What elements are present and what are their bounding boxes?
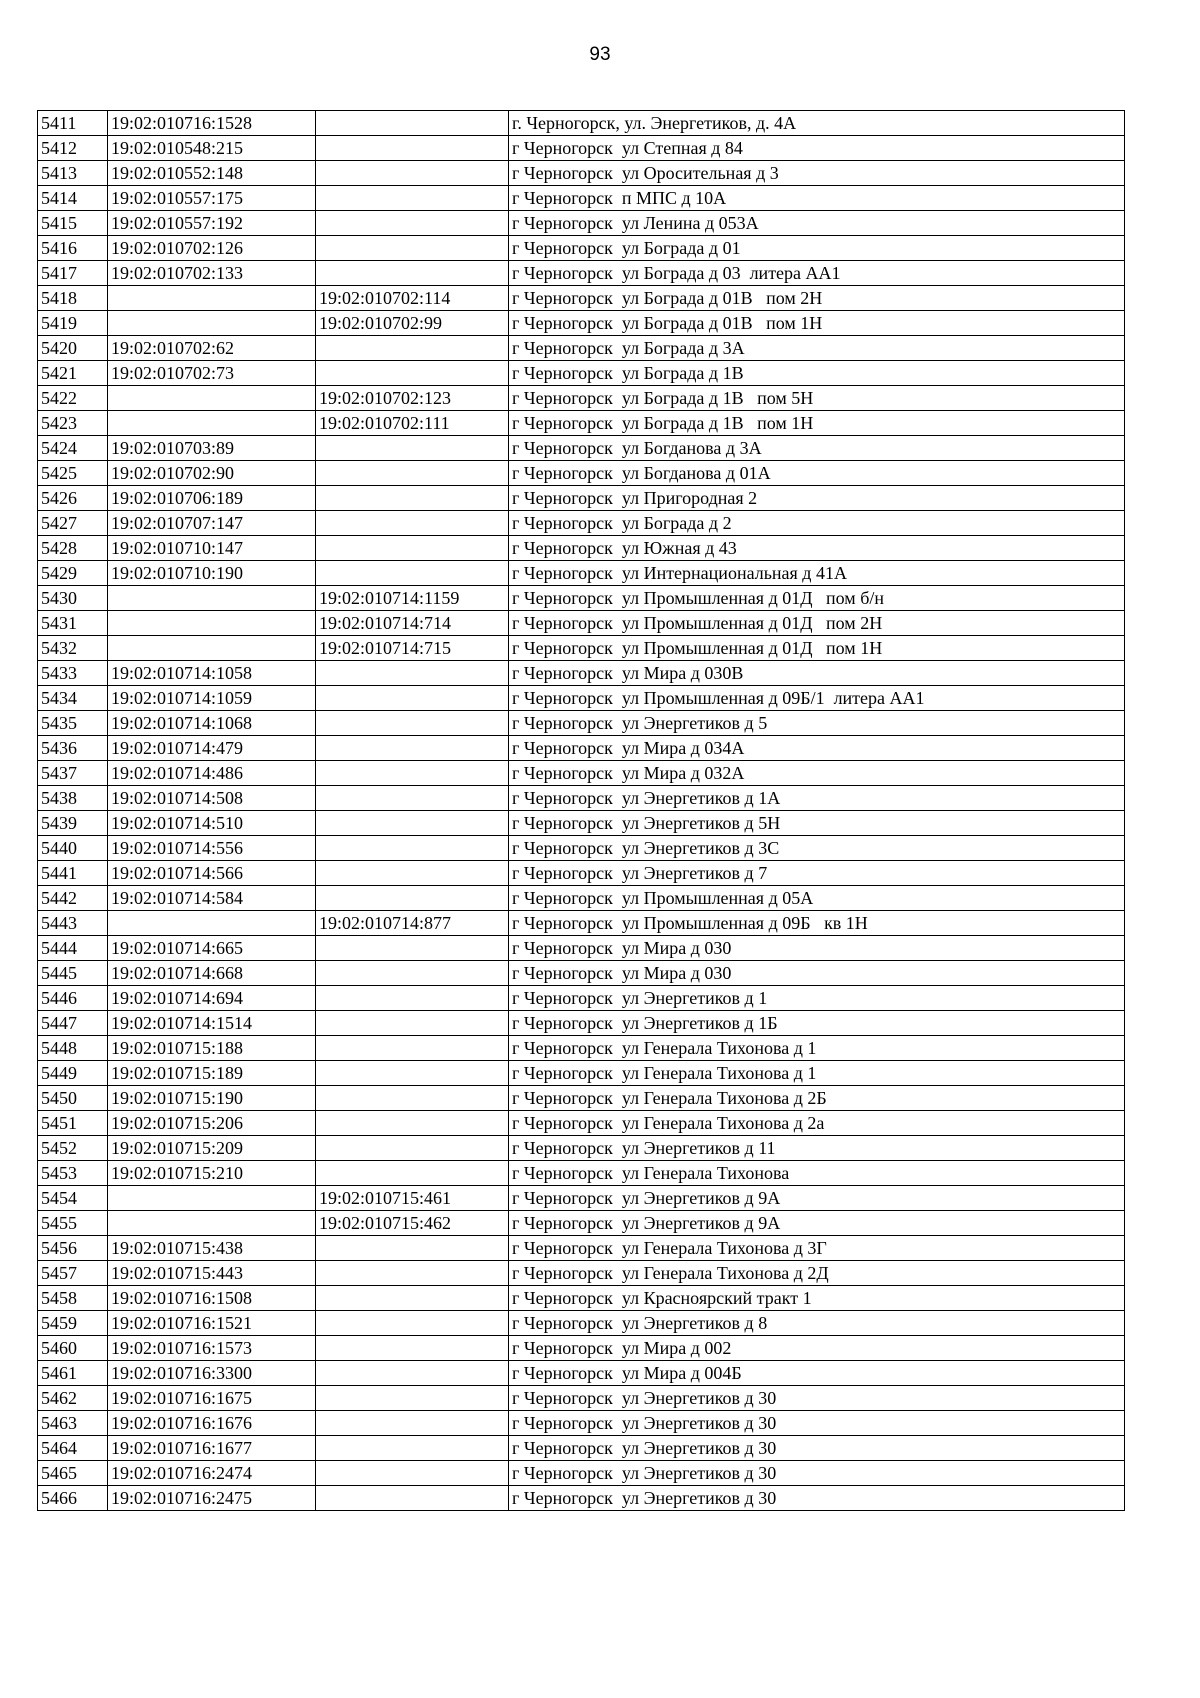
row-number-cell: 5443 <box>38 911 108 936</box>
premises-cadastral-number-cell <box>316 1086 509 1111</box>
cadastral-number-cell <box>108 386 316 411</box>
premises-cadastral-number-cell: 19:02:010714:877 <box>316 911 509 936</box>
table-row <box>38 1111 1125 1136</box>
row-number-cell: 5417 <box>38 261 108 286</box>
cadastral-number-cell: 19:02:010710:190 <box>108 561 316 586</box>
row-number-cell: 5450 <box>38 1086 108 1111</box>
premises-cadastral-number-cell <box>316 1336 509 1361</box>
table-row <box>38 1361 1125 1386</box>
table-row <box>38 211 1125 236</box>
address-cell: г Черногорск ул Энергетиков д 5Н <box>509 811 1125 836</box>
table-row <box>38 986 1125 1011</box>
premises-cadastral-number-cell <box>316 361 509 386</box>
table-row <box>38 511 1125 536</box>
address-cell: г Черногорск ул Мира д 030 <box>509 936 1125 961</box>
premises-cadastral-number-cell <box>316 886 509 911</box>
cadastral-number-cell: 19:02:010714:566 <box>108 861 316 886</box>
row-number-cell: 5464 <box>38 1436 108 1461</box>
cadastral-number-cell: 19:02:010714:584 <box>108 886 316 911</box>
table-row <box>38 1336 1125 1361</box>
table-row <box>38 636 1125 661</box>
cadastral-number-cell: 19:02:010714:1059 <box>108 686 316 711</box>
address-cell: г Черногорск ул Энергетиков д 30 <box>509 1461 1125 1486</box>
cadastral-number-cell <box>108 586 316 611</box>
address-cell: г Черногорск ул Бограда д 01В пом 2Н <box>509 286 1125 311</box>
premises-cadastral-number-cell <box>316 561 509 586</box>
cadastral-number-cell <box>108 1186 316 1211</box>
row-number-cell: 5426 <box>38 486 108 511</box>
premises-cadastral-number-cell <box>316 161 509 186</box>
premises-cadastral-number-cell <box>316 1011 509 1036</box>
premises-cadastral-number-cell <box>316 1411 509 1436</box>
premises-cadastral-number-cell <box>316 1311 509 1336</box>
row-number-cell: 5431 <box>38 611 108 636</box>
row-number-cell: 5445 <box>38 961 108 986</box>
table-row <box>38 1161 1125 1186</box>
premises-cadastral-number-cell <box>316 736 509 761</box>
row-number-cell: 5459 <box>38 1311 108 1336</box>
address-cell: г Черногорск ул Промышленная д 01Д пом 1Н <box>509 636 1125 661</box>
row-number-cell: 5463 <box>38 1411 108 1436</box>
table-row <box>38 661 1125 686</box>
cadastral-number-cell <box>108 411 316 436</box>
table-row <box>38 261 1125 286</box>
row-number-cell: 5454 <box>38 1186 108 1211</box>
cadastral-number-cell: 19:02:010714:556 <box>108 836 316 861</box>
address-cell: г Черногорск ул Энергетиков д 1Б <box>509 1011 1125 1036</box>
table-row <box>38 1011 1125 1036</box>
row-number-cell: 5421 <box>38 361 108 386</box>
cadastral-number-cell <box>108 636 316 661</box>
cadastral-number-cell: 19:02:010714:510 <box>108 811 316 836</box>
table-row <box>38 436 1125 461</box>
address-cell: г Черногорск ул Красноярский тракт 1 <box>509 1286 1125 1311</box>
table-row <box>38 536 1125 561</box>
premises-cadastral-number-cell <box>316 1436 509 1461</box>
address-cell: г Черногорск ул Мира д 030 <box>509 961 1125 986</box>
address-cell: г Черногорск ул Бограда д 1В <box>509 361 1125 386</box>
address-cell: г Черногорск ул Генерала Тихонова д 3Г <box>509 1236 1125 1261</box>
table-row <box>38 911 1125 936</box>
row-number-cell: 5412 <box>38 136 108 161</box>
cadastral-number-cell: 19:02:010714:694 <box>108 986 316 1011</box>
cadastral-number-cell: 19:02:010714:1058 <box>108 661 316 686</box>
address-cell: г Черногорск ул Энергетиков д 5 <box>509 711 1125 736</box>
table-row <box>38 486 1125 511</box>
cadastral-number-cell: 19:02:010716:2475 <box>108 1486 316 1511</box>
row-number-cell: 5458 <box>38 1286 108 1311</box>
premises-cadastral-number-cell <box>316 1286 509 1311</box>
row-number-cell: 5413 <box>38 161 108 186</box>
row-number-cell: 5414 <box>38 186 108 211</box>
row-number-cell: 5453 <box>38 1161 108 1186</box>
premises-cadastral-number-cell <box>316 211 509 236</box>
cadastral-number-cell: 19:02:010715:443 <box>108 1261 316 1286</box>
row-number-cell: 5422 <box>38 386 108 411</box>
table-row <box>38 1136 1125 1161</box>
address-cell: г Черногорск ул Энергетиков д 30 <box>509 1436 1125 1461</box>
table-row <box>38 861 1125 886</box>
table-row <box>38 611 1125 636</box>
row-number-cell: 5416 <box>38 236 108 261</box>
cadastral-number-cell: 19:02:010702:126 <box>108 236 316 261</box>
address-cell: г Черногорск ул Энергетиков д 3С <box>509 836 1125 861</box>
address-cell: г Черногорск ул Промышленная д 05А <box>509 886 1125 911</box>
row-number-cell: 5427 <box>38 511 108 536</box>
table-row <box>38 186 1125 211</box>
address-cell: г Черногорск ул Бограда д 01В пом 1Н <box>509 311 1125 336</box>
premises-cadastral-number-cell <box>316 1161 509 1186</box>
cadastral-number-cell: 19:02:010548:215 <box>108 136 316 161</box>
address-cell: г Черногорск ул Степная д 84 <box>509 136 1125 161</box>
address-cell: г Черногорск ул Генерала Тихонова д 2Д <box>509 1261 1125 1286</box>
row-number-cell: 5434 <box>38 686 108 711</box>
address-cell: г Черногорск ул Мира д 002 <box>509 1336 1125 1361</box>
table-row <box>38 786 1125 811</box>
cadastral-number-cell: 19:02:010552:148 <box>108 161 316 186</box>
table-row <box>38 1311 1125 1336</box>
table-row <box>38 836 1125 861</box>
premises-cadastral-number-cell <box>316 436 509 461</box>
cadastral-number-cell: 19:02:010702:73 <box>108 361 316 386</box>
cadastral-number-cell: 19:02:010702:133 <box>108 261 316 286</box>
row-number-cell: 5461 <box>38 1361 108 1386</box>
address-cell: г Черногорск ул Мира д 034А <box>509 736 1125 761</box>
row-number-cell: 5440 <box>38 836 108 861</box>
row-number-cell: 5465 <box>38 1461 108 1486</box>
premises-cadastral-number-cell <box>316 111 509 136</box>
row-number-cell: 5419 <box>38 311 108 336</box>
address-cell: г Черногорск ул Промышленная д 01Д пом 2Н <box>509 611 1125 636</box>
row-number-cell: 5411 <box>38 111 108 136</box>
premises-cadastral-number-cell <box>316 986 509 1011</box>
table-row <box>38 161 1125 186</box>
premises-cadastral-number-cell: 19:02:010715:461 <box>316 1186 509 1211</box>
premises-cadastral-number-cell <box>316 1111 509 1136</box>
row-number-cell: 5428 <box>38 536 108 561</box>
cadastral-number-cell <box>108 286 316 311</box>
premises-cadastral-number-cell: 19:02:010702:123 <box>316 386 509 411</box>
table-row <box>38 736 1125 761</box>
row-number-cell: 5424 <box>38 436 108 461</box>
premises-cadastral-number-cell <box>316 811 509 836</box>
premises-cadastral-number-cell <box>316 186 509 211</box>
cadastral-number-cell: 19:02:010714:665 <box>108 936 316 961</box>
table-row <box>38 111 1125 136</box>
cadastral-number-cell: 19:02:010716:1521 <box>108 1311 316 1336</box>
premises-cadastral-number-cell <box>316 536 509 561</box>
cadastral-number-cell: 19:02:010707:147 <box>108 511 316 536</box>
address-cell: г Черногорск ул Бограда д 1В пом 5Н <box>509 386 1125 411</box>
row-number-cell: 5435 <box>38 711 108 736</box>
table-row <box>38 1261 1125 1286</box>
address-cell: г Черногорск ул Богданова д 01А <box>509 461 1125 486</box>
address-cell: г Черногорск ул Бограда д 01 <box>509 236 1125 261</box>
premises-cadastral-number-cell <box>316 1261 509 1286</box>
row-number-cell: 5462 <box>38 1386 108 1411</box>
table-row <box>38 461 1125 486</box>
address-cell: г Черногорск ул Богданова д 3А <box>509 436 1125 461</box>
cadastral-number-cell: 19:02:010715:189 <box>108 1061 316 1086</box>
table-row <box>38 1211 1125 1236</box>
premises-cadastral-number-cell <box>316 961 509 986</box>
premises-cadastral-number-cell <box>316 661 509 686</box>
address-cell: г Черногорск ул Мира д 030В <box>509 661 1125 686</box>
table-row <box>38 1061 1125 1086</box>
row-number-cell: 5418 <box>38 286 108 311</box>
row-number-cell: 5420 <box>38 336 108 361</box>
address-cell: г Черногорск ул Бограда д 2 <box>509 511 1125 536</box>
table-row <box>38 1036 1125 1061</box>
address-cell: г Черногорск ул Мира д 032А <box>509 761 1125 786</box>
row-number-cell: 5430 <box>38 586 108 611</box>
cadastral-number-cell <box>108 311 316 336</box>
address-cell: г Черногорск ул Оросительная д 3 <box>509 161 1125 186</box>
row-number-cell: 5423 <box>38 411 108 436</box>
premises-cadastral-number-cell <box>316 836 509 861</box>
address-cell: г Черногорск ул Энергетиков д 11 <box>509 1136 1125 1161</box>
cadastral-number-cell: 19:02:010702:90 <box>108 461 316 486</box>
row-number-cell: 5425 <box>38 461 108 486</box>
premises-cadastral-number-cell <box>316 461 509 486</box>
cadastral-number-cell: 19:02:010714:1068 <box>108 711 316 736</box>
premises-cadastral-number-cell: 19:02:010715:462 <box>316 1211 509 1236</box>
cadastral-number-cell <box>108 611 316 636</box>
cadastral-number-cell: 19:02:010715:190 <box>108 1086 316 1111</box>
premises-cadastral-number-cell <box>316 261 509 286</box>
premises-cadastral-number-cell <box>316 1236 509 1261</box>
cadastral-number-cell: 19:02:010714:668 <box>108 961 316 986</box>
premises-cadastral-number-cell: 19:02:010714:715 <box>316 636 509 661</box>
premises-cadastral-number-cell <box>316 511 509 536</box>
cadastral-number-cell: 19:02:010716:1508 <box>108 1286 316 1311</box>
address-cell: г. Черногорск, ул. Энергетиков, д. 4А <box>509 111 1125 136</box>
address-cell: г Черногорск ул Бограда д 03 литера АА1 <box>509 261 1125 286</box>
cadastral-number-cell: 19:02:010714:486 <box>108 761 316 786</box>
cadastral-number-cell: 19:02:010714:479 <box>108 736 316 761</box>
row-number-cell: 5438 <box>38 786 108 811</box>
address-cell: г Черногорск ул Промышленная д 09Б кв 1Н <box>509 911 1125 936</box>
table-row <box>38 711 1125 736</box>
row-number-cell: 5451 <box>38 1111 108 1136</box>
table-row <box>38 1461 1125 1486</box>
premises-cadastral-number-cell <box>316 1386 509 1411</box>
premises-cadastral-number-cell <box>316 1486 509 1511</box>
table-row <box>38 411 1125 436</box>
address-cell: г Черногорск ул Энергетиков д 30 <box>509 1486 1125 1511</box>
cadastral-number-cell: 19:02:010716:2474 <box>108 1461 316 1486</box>
address-cell: г Черногорск ул Бограда д 1В пом 1Н <box>509 411 1125 436</box>
page-number: 93 <box>589 44 611 65</box>
premises-cadastral-number-cell: 19:02:010702:99 <box>316 311 509 336</box>
cadastral-number-cell: 19:02:010703:89 <box>108 436 316 461</box>
table-row <box>38 1086 1125 1111</box>
row-number-cell: 5449 <box>38 1061 108 1086</box>
address-cell: г Черногорск ул Энергетиков д 7 <box>509 861 1125 886</box>
table-row <box>38 1411 1125 1436</box>
cadastral-number-cell: 19:02:010706:189 <box>108 486 316 511</box>
table-row <box>38 311 1125 336</box>
cadastral-number-cell: 19:02:010557:192 <box>108 211 316 236</box>
address-cell: г Черногорск ул Генерала Тихонова <box>509 1161 1125 1186</box>
premises-cadastral-number-cell <box>316 1036 509 1061</box>
address-cell: г Черногорск ул Генерала Тихонова д 1 <box>509 1061 1125 1086</box>
row-number-cell: 5446 <box>38 986 108 1011</box>
cadastral-number-cell: 19:02:010716:1528 <box>108 111 316 136</box>
address-cell: г Черногорск ул Генерала Тихонова д 2Б <box>509 1086 1125 1111</box>
address-cell: г Черногорск ул Генерала Тихонова д 1 <box>509 1036 1125 1061</box>
premises-cadastral-number-cell <box>316 686 509 711</box>
cadastral-number-cell: 19:02:010702:62 <box>108 336 316 361</box>
register-table-body <box>38 111 1125 1511</box>
row-number-cell: 5429 <box>38 561 108 586</box>
cadastral-number-cell: 19:02:010716:1675 <box>108 1386 316 1411</box>
cadastral-number-cell: 19:02:010715:206 <box>108 1111 316 1136</box>
address-cell: г Черногорск ул Энергетиков д 8 <box>509 1311 1125 1336</box>
cadastral-number-cell <box>108 911 316 936</box>
row-number-cell: 5457 <box>38 1261 108 1286</box>
cadastral-number-cell: 19:02:010716:1573 <box>108 1336 316 1361</box>
cadastral-number-cell: 19:02:010715:210 <box>108 1161 316 1186</box>
premises-cadastral-number-cell <box>316 236 509 261</box>
address-cell: г Черногорск ул Энергетиков д 1 <box>509 986 1125 1011</box>
cadastral-number-cell: 19:02:010715:209 <box>108 1136 316 1161</box>
table-row <box>38 1436 1125 1461</box>
row-number-cell: 5448 <box>38 1036 108 1061</box>
address-cell: г Черногорск ул Энергетиков д 9А <box>509 1186 1125 1211</box>
row-number-cell: 5447 <box>38 1011 108 1036</box>
cadastral-number-cell <box>108 1211 316 1236</box>
address-cell: г Черногорск ул Ленина д 053А <box>509 211 1125 236</box>
table-row <box>38 936 1125 961</box>
row-number-cell: 5432 <box>38 636 108 661</box>
table-row <box>38 1236 1125 1261</box>
table-row <box>38 686 1125 711</box>
row-number-cell: 5441 <box>38 861 108 886</box>
premises-cadastral-number-cell <box>316 1461 509 1486</box>
cadastral-number-cell: 19:02:010557:175 <box>108 186 316 211</box>
premises-cadastral-number-cell <box>316 711 509 736</box>
table-row <box>38 1186 1125 1211</box>
address-cell: г Черногорск ул Генерала Тихонова д 2а <box>509 1111 1125 1136</box>
premises-cadastral-number-cell: 19:02:010714:714 <box>316 611 509 636</box>
premises-cadastral-number-cell: 19:02:010714:1159 <box>316 586 509 611</box>
premises-cadastral-number-cell <box>316 786 509 811</box>
address-cell: г Черногорск ул Промышленная д 09Б/1 литера АА1 <box>509 686 1125 711</box>
premises-cadastral-number-cell <box>316 1136 509 1161</box>
cadastral-number-cell: 19:02:010714:1514 <box>108 1011 316 1036</box>
row-number-cell: 5442 <box>38 886 108 911</box>
table-row <box>38 561 1125 586</box>
cadastral-number-cell: 19:02:010716:3300 <box>108 1361 316 1386</box>
address-cell: г Черногорск ул Интернациональная д 41А <box>509 561 1125 586</box>
table-row <box>38 586 1125 611</box>
premises-cadastral-number-cell <box>316 1361 509 1386</box>
row-number-cell: 5460 <box>38 1336 108 1361</box>
address-cell: г Черногорск ул Энергетиков д 1А <box>509 786 1125 811</box>
table-row <box>38 336 1125 361</box>
premises-cadastral-number-cell <box>316 1061 509 1086</box>
address-cell: г Черногорск ул Пригородная 2 <box>509 486 1125 511</box>
row-number-cell: 5444 <box>38 936 108 961</box>
table-row <box>38 361 1125 386</box>
table-row <box>38 136 1125 161</box>
address-cell: г Черногорск ул Энергетиков д 9А <box>509 1211 1125 1236</box>
address-cell: г Черногорск ул Бограда д 3А <box>509 336 1125 361</box>
table-row <box>38 1286 1125 1311</box>
cadastral-number-cell: 19:02:010716:1676 <box>108 1411 316 1436</box>
table-row <box>38 761 1125 786</box>
table-row <box>38 961 1125 986</box>
premises-cadastral-number-cell <box>316 936 509 961</box>
register-table <box>37 110 1125 1511</box>
cadastral-number-cell: 19:02:010716:1677 <box>108 1436 316 1461</box>
cadastral-number-cell: 19:02:010715:438 <box>108 1236 316 1261</box>
row-number-cell: 5452 <box>38 1136 108 1161</box>
table-row <box>38 811 1125 836</box>
address-cell: г Черногорск ул Промышленная д 01Д пом б/н <box>509 586 1125 611</box>
row-number-cell: 5436 <box>38 736 108 761</box>
table-row <box>38 1486 1125 1511</box>
row-number-cell: 5456 <box>38 1236 108 1261</box>
address-cell: г Черногорск ул Энергетиков д 30 <box>509 1411 1125 1436</box>
premises-cadastral-number-cell: 19:02:010702:114 <box>316 286 509 311</box>
table-row <box>38 286 1125 311</box>
address-cell: г Черногорск ул Энергетиков д 30 <box>509 1386 1125 1411</box>
table-row <box>38 886 1125 911</box>
row-number-cell: 5437 <box>38 761 108 786</box>
address-cell: г Черногорск п МПС д 10А <box>509 186 1125 211</box>
row-number-cell: 5433 <box>38 661 108 686</box>
premises-cadastral-number-cell <box>316 761 509 786</box>
row-number-cell: 5455 <box>38 1211 108 1236</box>
premises-cadastral-number-cell <box>316 486 509 511</box>
table-row <box>38 1386 1125 1411</box>
cadastral-number-cell: 19:02:010715:188 <box>108 1036 316 1061</box>
address-cell: г Черногорск ул Мира д 004Б <box>509 1361 1125 1386</box>
premises-cadastral-number-cell <box>316 861 509 886</box>
premises-cadastral-number-cell <box>316 136 509 161</box>
table-row <box>38 386 1125 411</box>
row-number-cell: 5415 <box>38 211 108 236</box>
cadastral-number-cell: 19:02:010710:147 <box>108 536 316 561</box>
cadastral-number-cell: 19:02:010714:508 <box>108 786 316 811</box>
row-number-cell: 5439 <box>38 811 108 836</box>
premises-cadastral-number-cell <box>316 336 509 361</box>
premises-cadastral-number-cell: 19:02:010702:111 <box>316 411 509 436</box>
table-row <box>38 236 1125 261</box>
address-cell: г Черногорск ул Южная д 43 <box>509 536 1125 561</box>
row-number-cell: 5466 <box>38 1486 108 1511</box>
